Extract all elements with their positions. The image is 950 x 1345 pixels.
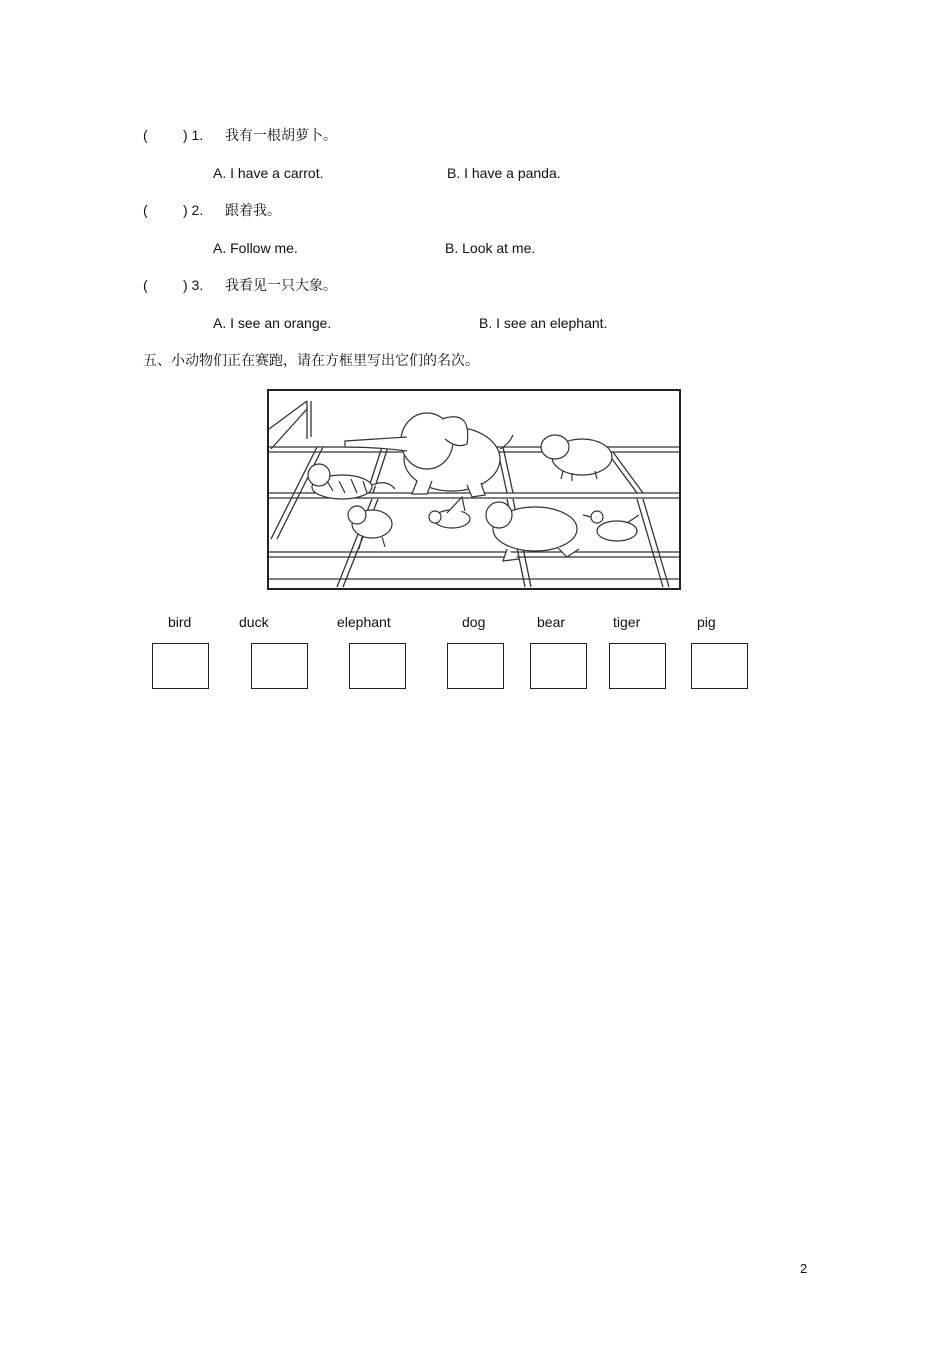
q3-option-a: A. I see an orange. bbox=[213, 315, 332, 331]
animal-race-illustration bbox=[267, 389, 681, 590]
word-pig: pig bbox=[697, 614, 716, 630]
q2-option-a: A. Follow me. bbox=[213, 240, 298, 256]
race-drawing bbox=[267, 389, 681, 590]
q3-option-b: B. I see an elephant. bbox=[479, 315, 608, 331]
answer-box-tiger[interactable] bbox=[609, 643, 666, 689]
answer-box-bird[interactable] bbox=[152, 643, 209, 689]
q1-option-b: B. I have a panda. bbox=[447, 165, 561, 181]
answer-box-pig[interactable] bbox=[691, 643, 748, 689]
question-text: 我有一根胡萝卜。 bbox=[225, 127, 337, 143]
answer-bracket-open: ( bbox=[143, 202, 148, 218]
page-number: 2 bbox=[800, 1261, 808, 1276]
q2-option-b: B. Look at me. bbox=[445, 240, 536, 256]
word-elephant: elephant bbox=[337, 614, 391, 630]
question-text: 跟着我。 bbox=[225, 202, 281, 218]
q1-option-a: A. I have a carrot. bbox=[213, 165, 324, 181]
question-number: ) 3. bbox=[183, 277, 204, 293]
word-tiger: tiger bbox=[613, 614, 641, 630]
answer-box-duck[interactable] bbox=[251, 643, 308, 689]
question-1 bbox=[143, 128, 443, 144]
answer-box-elephant[interactable] bbox=[349, 643, 406, 689]
question-number: ) 2. bbox=[183, 202, 204, 218]
word-bear: bear bbox=[537, 614, 566, 630]
question-3 bbox=[143, 278, 443, 294]
answer-box-bear[interactable] bbox=[530, 643, 587, 689]
answer-bracket-open: ( bbox=[143, 127, 148, 143]
word-bird: bird bbox=[168, 614, 192, 630]
word-dog: dog bbox=[462, 614, 486, 630]
question-number: ) 1. bbox=[183, 127, 204, 143]
answer-box-dog[interactable] bbox=[447, 643, 504, 689]
question-text: 我看见一只大象。 bbox=[225, 277, 337, 293]
section-5-title: 五、小动物们正在赛跑，请在方框里写出它们的名次。 bbox=[143, 352, 479, 368]
word-duck: duck bbox=[239, 614, 269, 630]
question-2 bbox=[143, 203, 443, 219]
answer-bracket-open: ( bbox=[143, 277, 148, 293]
